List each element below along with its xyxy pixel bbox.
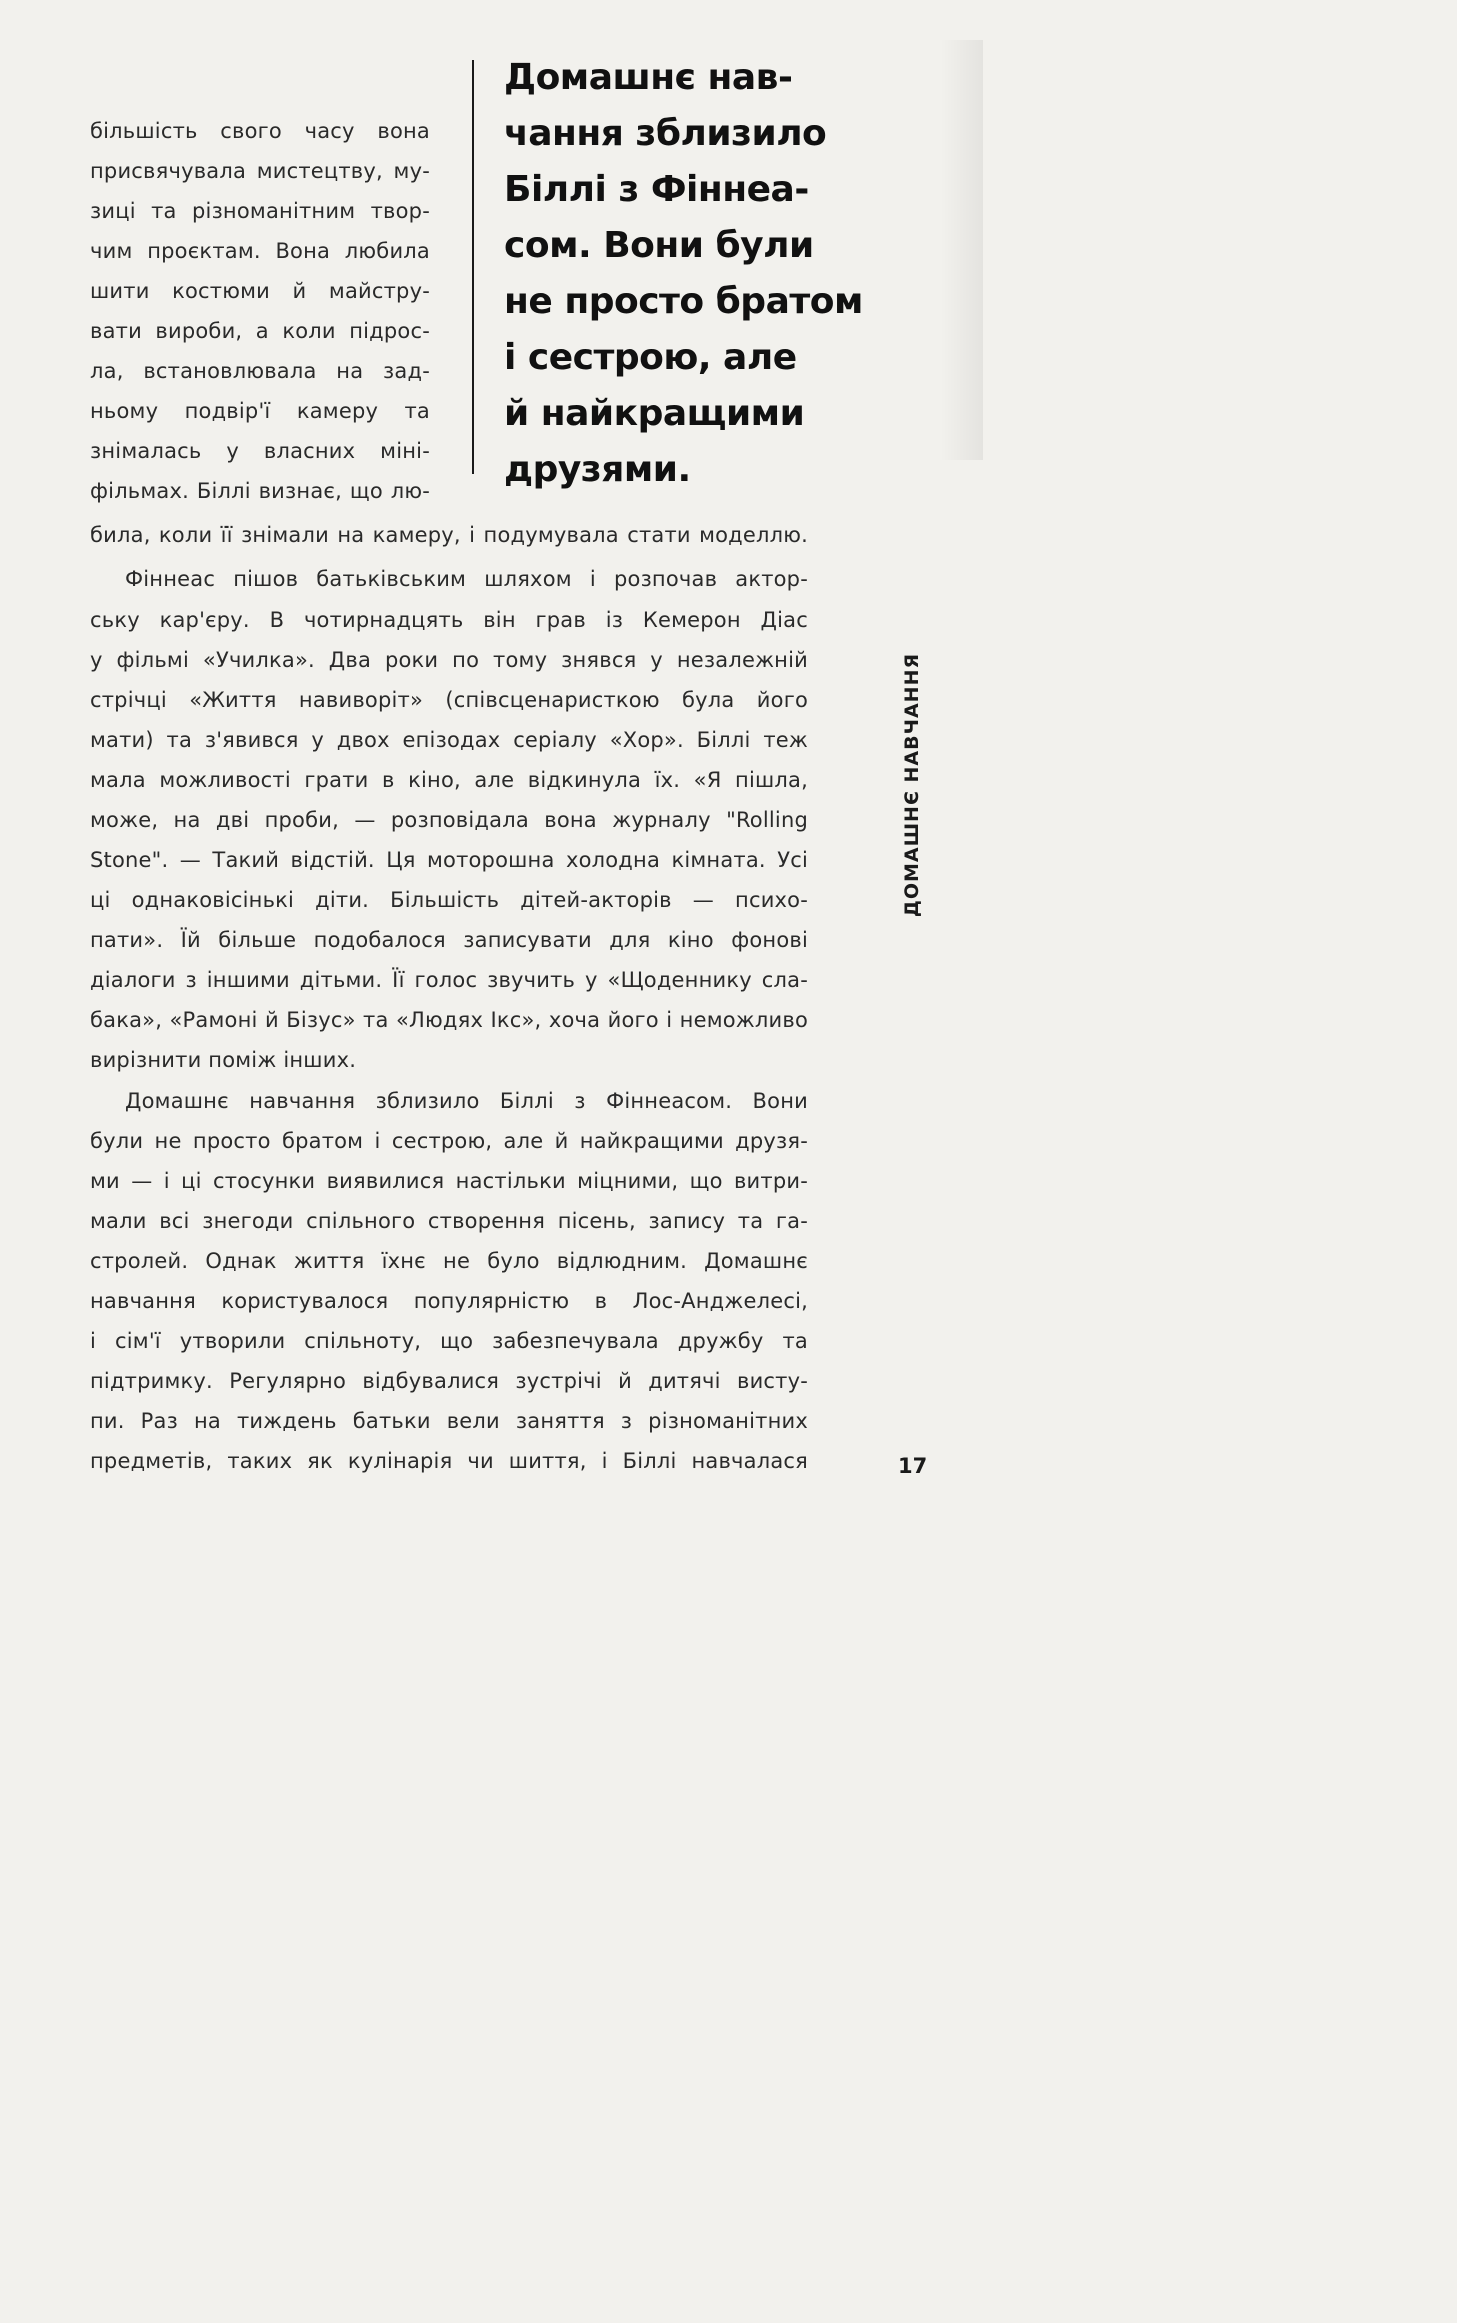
left-column-line: вати вироби, а коли підрос- <box>90 319 430 343</box>
body-line: Домашнє навчання зблизило Біллі з Фіннеасом. Вони <box>125 1089 808 1113</box>
body-line: мати) та з'явився у двох епізодах серіалу «Хор». Біллі теж <box>90 728 808 752</box>
left-column-line: знімалась у власних міні- <box>90 439 430 463</box>
body-line: вирізнити поміж інших. <box>90 1048 357 1072</box>
pull-quote-line: Домашнє нав- <box>504 57 793 98</box>
body-line: пати». Їй більше подобалося записувати для кіно фонові <box>90 928 808 952</box>
book-page <box>0 0 983 1568</box>
body-line: ську кар'єру. В чотирнадцять він грав із Кемерон Діас <box>90 608 808 632</box>
body-line: у фільмі «Училка». Два роки по тому знявся у незалежній <box>90 648 808 672</box>
left-column-line: фільмах. Біллі визнає, що лю- <box>90 479 430 503</box>
body-line: Фіннеас пішов батьківським шляхом і розпочав актор- <box>125 567 808 591</box>
body-line: предметів, таких як кулінарія чи шиття, і Біллі навчалася <box>90 1449 808 1473</box>
pull-quote-line: Біллі з Фіннеа- <box>504 169 809 210</box>
body-line: бака», «Рамоні й Бізус» та «Людях Ікс», хоча його і неможливо <box>90 1008 808 1032</box>
body-line: навчання користувалося популярністю в Лос-Анджелесі, <box>90 1289 808 1313</box>
left-column-line: присвячувала мистецтву, му- <box>90 159 430 183</box>
body-line: може, на дві проби, — розповідала вона журналу "Rolling <box>90 808 808 832</box>
page-edge-shadow <box>940 40 983 460</box>
body-line: стрічці «Життя навиворіт» (співсценаристкою була його <box>90 688 808 712</box>
left-column-line: шити костюми й майстру- <box>90 279 430 303</box>
left-column-line: ньому подвір'ї камеру та <box>90 399 430 423</box>
pull-quote-rule <box>472 60 474 474</box>
page-number: 17 <box>898 1454 928 1478</box>
pull-quote-line: і сестрою, але <box>504 337 797 378</box>
body-line: ми — і ці стосунки виявилися настільки міцними, що витри- <box>90 1169 808 1193</box>
pull-quote-line: не просто братом <box>504 281 863 322</box>
left-column-line: більшість свого часу вона <box>90 119 430 143</box>
pull-quote-line: й найкращими <box>504 393 805 434</box>
body-line: била, коли її знімали на камеру, і подумувала стати моделлю. <box>90 523 808 547</box>
body-line: мали всі знегоди спільного створення пісень, запису та га- <box>90 1209 808 1233</box>
body-line: пи. Раз на тиждень батьки вели заняття з різноманітних <box>90 1409 808 1433</box>
body-line: ці однаковісінькі діти. Більшість дітей-акторів — психо- <box>90 888 808 912</box>
left-column-line: чим проєктам. Вона любила <box>90 239 430 263</box>
body-line: стролей. Однак життя їхнє не було відлюдним. Домашнє <box>90 1249 808 1273</box>
body-line: мала можливості грати в кіно, але відкинула їх. «Я пішла, <box>90 768 808 792</box>
pull-quote-line: сом. Вони були <box>504 225 814 266</box>
body-line: діалоги з іншими дітьми. Її голос звучить у «Щоденнику сла- <box>90 968 808 992</box>
pull-quote-line: друзями. <box>504 449 691 490</box>
body-line: були не просто братом і сестрою, але й найкращими друзя- <box>90 1129 808 1153</box>
left-column-line: зиці та різноманітним твор- <box>90 199 430 223</box>
side-running-head <box>890 652 934 918</box>
body-line: підтримку. Регулярно відбувалися зустрічі й дитячі висту- <box>90 1369 808 1393</box>
left-column-line: ла, встановлювала на зад- <box>90 359 430 383</box>
body-line: Stone". — Такий відстій. Ця моторошна холодна кімната. Усі <box>90 848 808 872</box>
pull-quote-line: чання зблизило <box>504 113 827 154</box>
side-label: ДОМАШНЄ НАВЧАННЯ <box>901 652 923 918</box>
body-line: і сім'ї утворили спільноту, що забезпечувала дружбу та <box>90 1329 808 1353</box>
